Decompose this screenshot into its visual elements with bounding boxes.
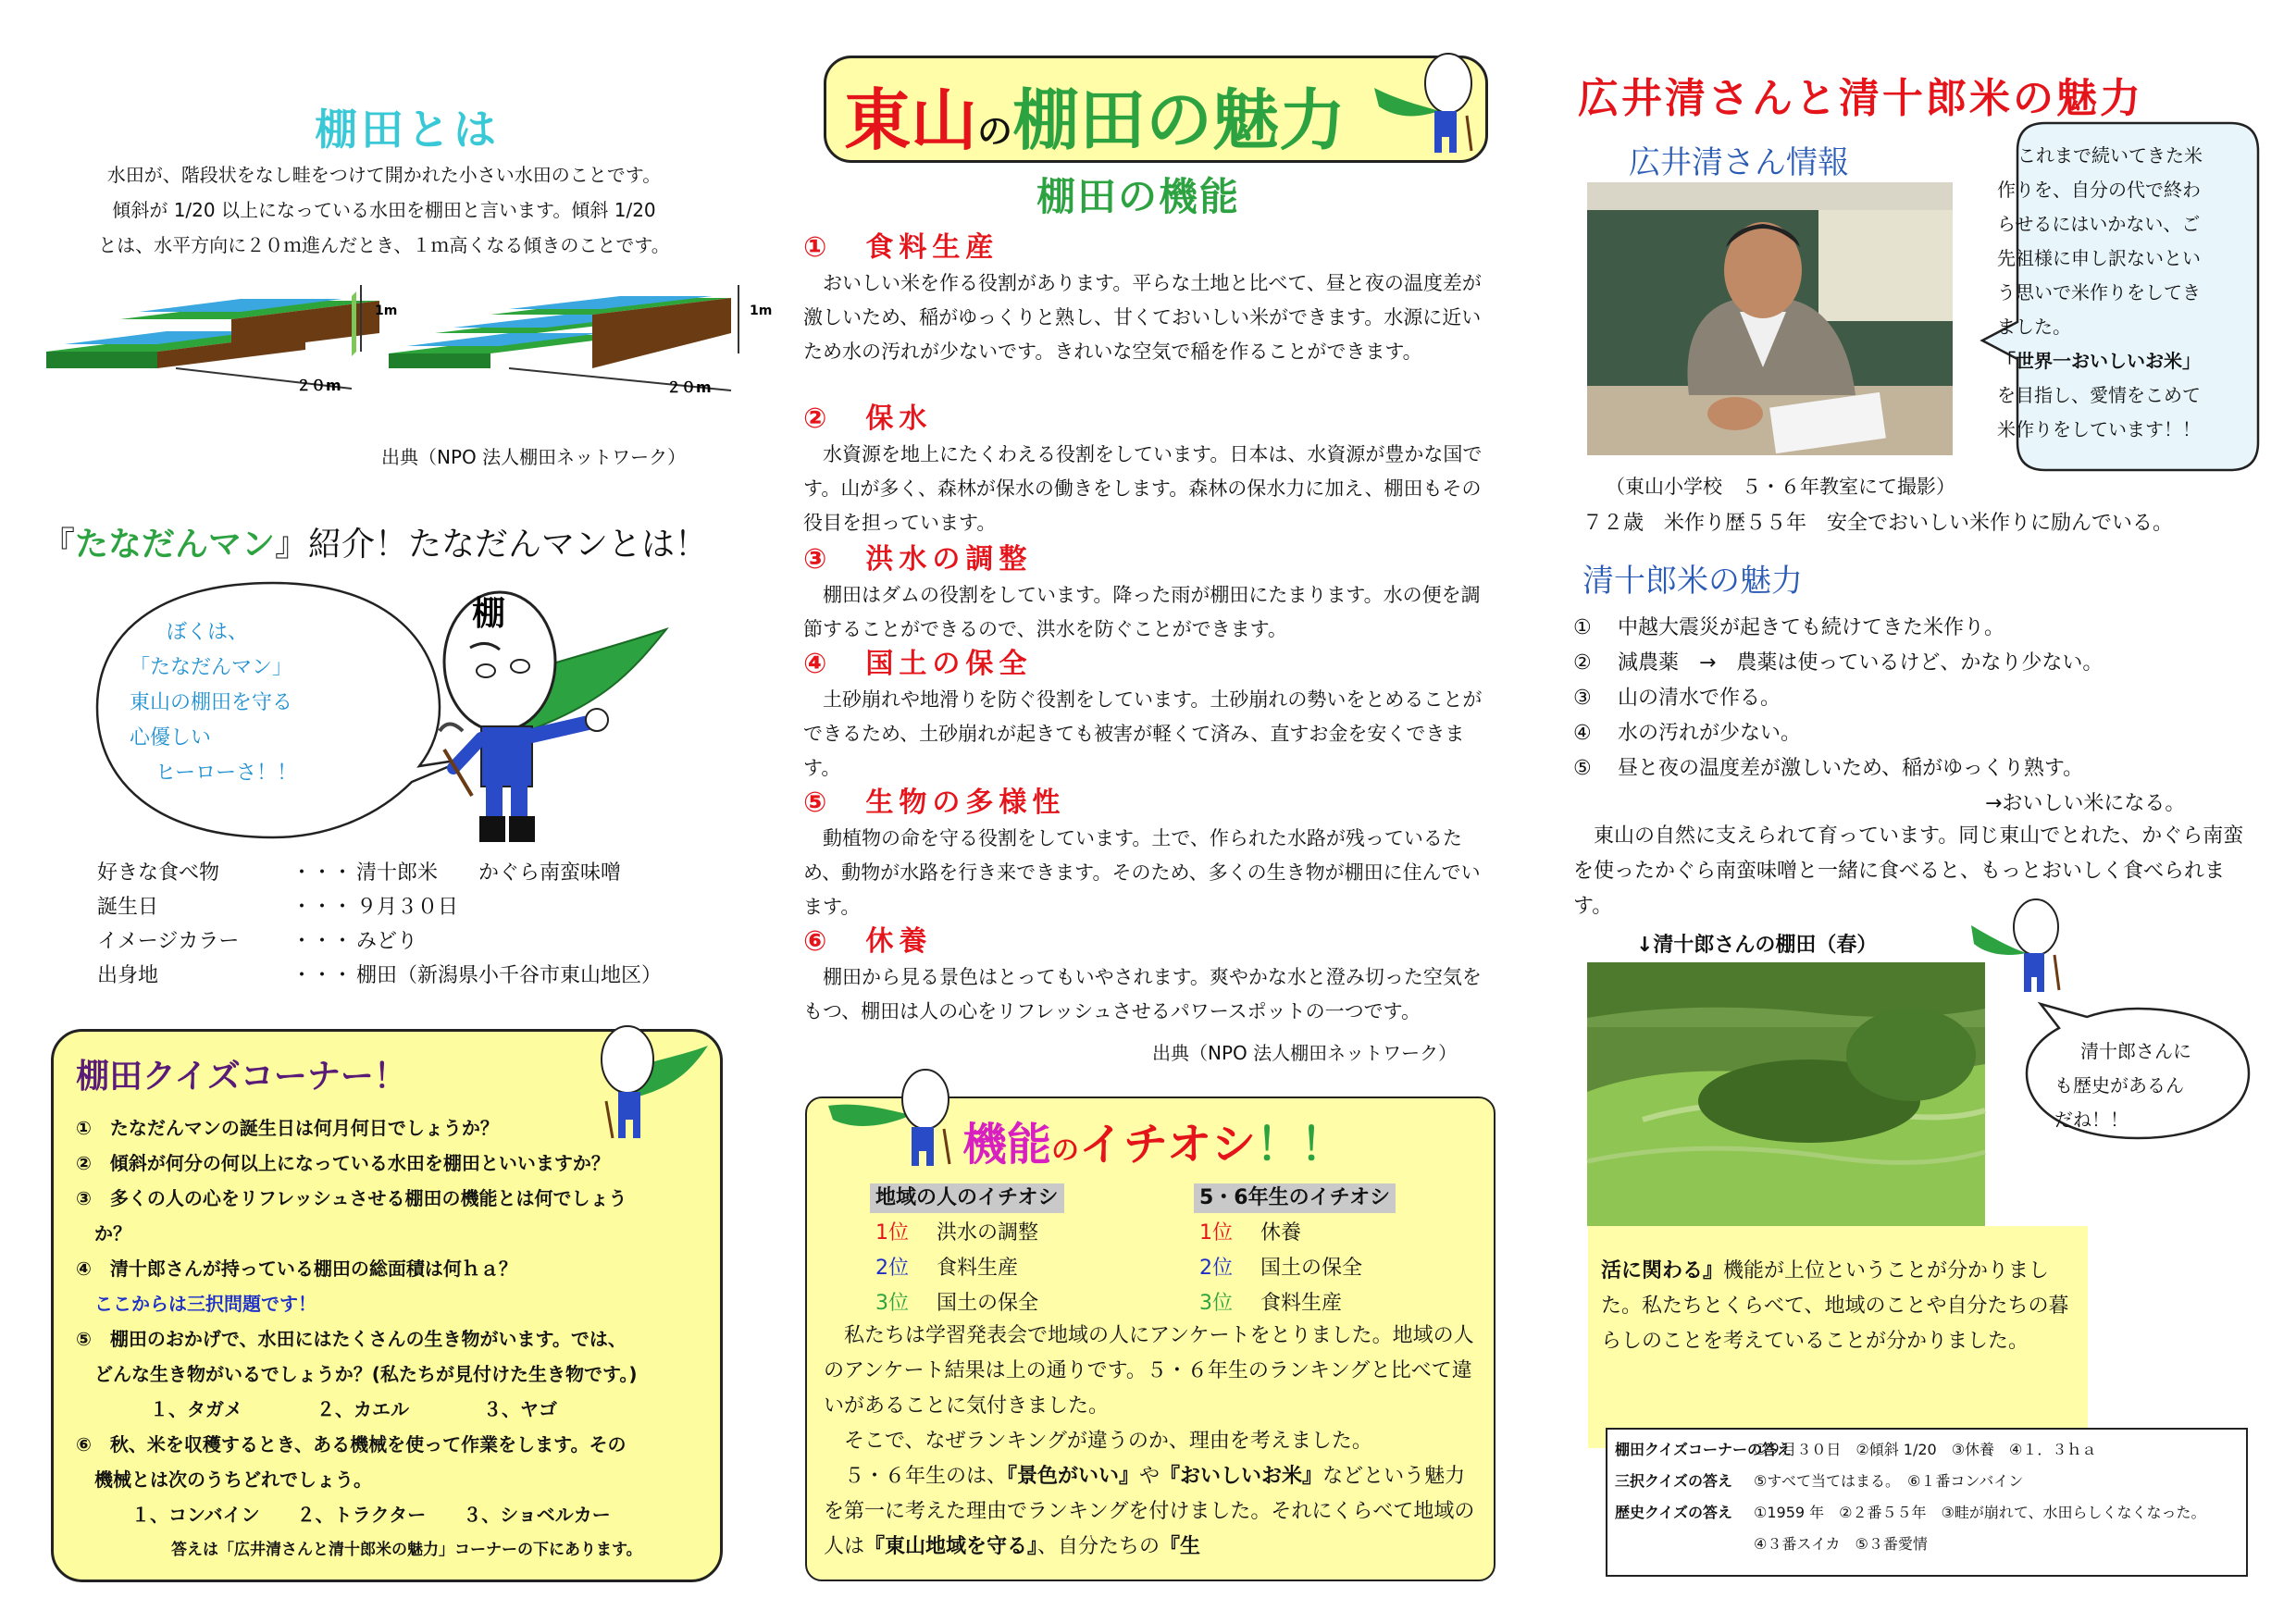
ichioshi-title [962,1109,1345,1172]
tanada-definition [51,157,717,263]
point-number: ④ [1573,722,1592,745]
profile-sep: ・・・ [292,964,354,987]
profile-key: 誕生日 [97,896,159,919]
functions-title: 棚田の機能 [1036,174,1241,219]
point-number: ③ [1573,687,1592,710]
text-run: 活に関わる』 [1601,1259,1724,1282]
quiz-multichoice-note: ここからは三択問題です！ [76,1293,316,1315]
answer-row [1615,1497,2206,1529]
function-heading: ① 食料生産 [803,231,999,264]
text-run: などという魅力を第一に考えた理由でランキングを付けました。それにくらべて地域の人は [824,1465,1475,1558]
section-title-tanada: 棚田とは [315,105,500,155]
ranking-row [1194,1216,1396,1251]
quote-line: ました。 [1997,316,2071,338]
function-heading: ④ 国土の保全 [803,648,1033,680]
answer-key: 棚田クイズコーナーの答え [1615,1441,1793,1458]
text-run: や [1139,1465,1160,1488]
ranking-row [870,1286,1064,1321]
bubble-line: 清十郎さんに [2080,1040,2191,1062]
paragraph: 私たちは学習発表会で地域の人にアンケートをとりました。地域の人のアンケート結果は上の通りです。５・６年生のランキングと比べて違いがあることに気付きました。 [824,1324,1474,1418]
ichioshi-explanation [824,1319,1481,1565]
profile-row [97,856,662,890]
point-item [1573,646,2258,681]
ranking-row [1194,1286,1396,1321]
tanadan-profile [97,856,662,993]
heading-name: たなだんマン [75,526,276,564]
text-run: 、自分たちの [1037,1535,1160,1558]
terrace-left [46,285,397,394]
bubble-line: ヒーローさ！！ [155,762,298,785]
ranking-header: 地域の人のイチオシ [870,1183,1064,1213]
point-text: 中越大震災が起きても続けてきた米作り。 [1618,616,2005,639]
answers [1615,1434,2206,1560]
height-label: 1m [375,304,398,318]
function-land [803,646,1497,786]
tanada-photo-caption: ↓清十郎さんの棚田（春） [1636,934,1878,957]
heading-rest: 』紹介！たなだんマンとは！ [275,526,709,564]
function-body: 土砂崩れや地滑りを防ぐ役割をしています。土砂崩れの勢いをとめることができるため、土砂崩れが起きても被害が軽くて済み、直すお金を安くできます。 [803,688,1483,779]
rank-pos: 1位 [875,1221,909,1245]
rank-name: 休養 [1260,1221,1302,1245]
point-number: ① [1573,616,1592,639]
ranking-row [870,1251,1064,1286]
answer-value: ①９月３０日 ②傾斜 1/20 ③休養 ④１．３ｈａ [1754,1441,2097,1458]
function-body: 棚田はダムの役割をしています。降った雨が棚田にたまります。水の便を調節することができるので、洪水を防ぐことができます。 [803,584,1481,640]
ranking-row [870,1216,1064,1251]
tanadan-man-mascot [435,574,666,851]
bubble-line: 東山の棚田を守る [130,691,293,714]
ranking-row [1194,1251,1396,1286]
profile-sep: ・・・ [292,861,354,885]
ichioshi-continuation [1601,1254,2082,1359]
mascot-label: 棚 [472,595,506,633]
quiz-answer-note: 答えは「広井清さんと清十郎米の魅力」コーナーの下にあります。 [171,1541,642,1559]
rank-pos: 2位 [875,1257,909,1280]
function-heading: ⑤ 生物の多様性 [803,787,1066,819]
rank-name: 洪水の調整 [937,1221,1039,1245]
quote-line: 先祖様に申し訳ないとい [1997,247,2201,269]
heading-bracket: 『 [42,526,76,564]
profile-sep: ・・・ [292,896,354,919]
quiz-item: ① たなだんマンの誕生日は何月何日でしょうか？ [76,1117,499,1139]
terrace-right [389,285,772,396]
quiz-choices: １、コンバイン ２、トラクター ３、ショベルカー [76,1504,611,1526]
profile-row [97,924,662,959]
bubble-line: だね！！ [2054,1109,2128,1131]
text-run: ５・６年生のは、 [844,1465,1008,1488]
quote-line: 米作りをしています！！ [1997,418,2201,440]
profile-key: 好きな食べ物 [97,861,220,885]
point-text: 昼と夜の温度差が激しいため、稲がゆっくり熟す。 [1618,757,2084,780]
function-heading: ⑥ 休養 [803,925,933,958]
quiz-item: ④ 清十郎さんが持っている棚田の総面積は何ｈａ？ [76,1258,517,1280]
point-item [1573,611,2258,646]
quiz-item: ② 傾斜が何分の何以上になっている水田を棚田といいますか？ [76,1152,610,1174]
point-item [1573,681,2258,716]
point-text: 水の汚れが少ない。 [1618,722,1802,745]
tanada-bubble-text [2054,1035,2230,1137]
function-flood [803,541,1497,647]
function-body: 動植物の命を守る役割をしています。土で、作られた水路が残っているため、動物が水路を行き来できます。そのため、多くの生き物が棚田に住んでいます。 [803,827,1481,918]
point-number: ⑤ [1573,757,1592,780]
bubble-line: も歴史があるん [2054,1074,2184,1096]
rank-name: 食料生産 [1260,1292,1343,1315]
point-number: ② [1573,651,1592,675]
text-run: 『東山地域を守る』 [864,1535,1038,1558]
seijuro-nature-text: 東山の自然に支えられて育っています。同じ東山でとれた、かぐら南蛮を使ったかぐら南蛮味噌と一緒に食べると、もっとおいしく食べられます。 [1573,824,2244,918]
hiroi-title: 広井清さんと清十郎米の魅力 [1578,75,2143,122]
answer-row [1615,1434,2206,1466]
rank-name: 国土の保全 [937,1292,1039,1315]
title-part: ！！ [1256,1119,1346,1171]
profile-value: 清十郎米 かぐら南蛮味噌 [356,861,622,885]
rank-pos: 3位 [1199,1292,1233,1315]
profile-row [97,959,662,993]
terrace-diagram [37,268,773,407]
answer-key: 歴史クイズの答え [1615,1504,1733,1521]
profile-key: 出身地 [97,964,159,987]
height-label: 1m [750,304,773,318]
quiz-questions [76,1110,714,1532]
text-run: 『景色がいい』 [1007,1465,1140,1488]
ranking-header: 5・6年生のイチオシ [1194,1183,1396,1213]
quote-line: う思いで米作りをしてき [1997,281,2201,304]
point-item [1573,716,2258,751]
function-heading: ③ 洪水の調整 [803,543,1033,576]
quiz-choices: １、タガメ ２、カエル ３、ヤゴ [76,1398,557,1420]
title-part: 機能 [962,1119,1052,1171]
intro-line: 水田が、階段状をなし畦をつけて開かれた小さい水田のことです。 [106,164,662,186]
profile-value: みどり [356,930,418,953]
paragraph: そこで、なぜランキングが違うのか、理由を考えました。 [844,1430,1372,1453]
point-result: →おいしい米になる。 [1985,792,2186,815]
hiroi-photo [1587,182,1953,455]
quiz-item: ③ 多くの人の心をリフレッシュさせる棚田の機能とは何でしょう [76,1187,627,1209]
profile-key: イメージカラー [97,930,240,953]
title-part: イチオシ [1079,1119,1257,1171]
ranking-students [1194,1181,1396,1321]
quote-line: これまで続いてきた米 [2017,144,2203,167]
point-item [1573,751,2258,787]
answer-row [1615,1466,2206,1497]
profile-value: ９月３０日 [356,896,459,919]
title-part: 東山 [844,81,978,159]
point-text: 山の清水で作る。 [1618,687,1781,710]
function-food [803,229,1497,369]
function-body: 水資源を地上にたくわえる役割をしています。日本は、水資源が豊かな国です。山が多く、森林が保水の働きをします。森林の保水力に加え、棚田もその役目を担っています。 [803,443,1483,534]
function-body: 棚田から見る景色はとってもいやされます。爽やかな水と澄み切った空気をもつ、棚田は人の心をリフレッシュさせるパワースポットの一つです。 [803,966,1482,1022]
quiz-item: 機械とは次のうちどれでしょう。 [76,1468,372,1491]
functions-source: 出典（NPO 法人棚田ネットワーク） [1152,1042,1458,1064]
mascot-ichioshi-icon [824,1064,962,1171]
text-run: 『生 [1160,1535,1201,1558]
quote-line: を目指し、愛情をこめて [1997,384,2201,406]
intro-line: 傾斜が 1/20 以上になっている水田を棚田と言います。傾斜 1/20 [112,199,656,221]
answer-value: ④３番スイカ ⑤３番愛情 [1754,1535,1928,1553]
text-run: 機能が上位ということが分かりました。私たちとくらべて、地域のことや自分たちの暮らしのことを考えていることが分かりました。 [1601,1259,2069,1353]
profile-row [97,890,662,924]
bubble-line: 「たなだんマン」 [130,656,293,679]
quiz-title: 棚田クイズコーナー！ [76,1058,407,1096]
seijuro-tanada-photo [1587,962,1985,1226]
bubble-line: ぼくは、 [167,621,249,644]
answer-value: ①1959 年 ②２番５５年 ③畦が崩れて、水田らしくなくなった。 [1754,1504,2206,1521]
function-biodiversity [803,785,1497,924]
quote-highlight: 「世界一おいしいお米」 [1997,350,2201,372]
photo-caption: （東山小学校 ５・６年教室にて撮影） [1606,476,1955,498]
quiz-item: ⑤ 棚田のおかげで、水田にはたくさんの生き物がいます。では、 [76,1328,627,1350]
ranking-local [870,1181,1064,1321]
function-water [803,401,1497,540]
rank-name: 国土の保全 [1260,1257,1363,1280]
function-body: おいしい米を作る役割があります。平らな土地と比べて、昼と夜の温度差が激しいため、稲がゆっくりと熟し、甘くておいしい米ができます。水源に近いため水の汚れが少ないです。きれいな空気で稲を作ることができます。 [803,272,1482,363]
function-heading: ② 保水 [803,403,933,435]
text-run: 『おいしいお米』 [1160,1465,1323,1488]
tanadan-heading [42,518,708,565]
quiz-item: か？ [76,1222,131,1245]
title-part: の [977,111,1013,152]
quote-line: 作りを、自分の代で終わ [1997,179,2201,201]
profile-value: 棚田（新潟県小千谷市東山地区） [356,964,663,987]
bubble-line: 心優しい [130,726,212,750]
point-text: 減農薬 → 農薬は使っているけど、かなり少ない。 [1618,651,2104,675]
width-label: ２０m [296,377,341,394]
rank-pos: 1位 [1199,1221,1233,1245]
function-rest [803,923,1497,1029]
quiz-item: どんな生き物がいるでしょうか？(私たちが見付けた生き物です。) [76,1363,638,1385]
title-part: 棚田の魅力 [1012,81,1347,159]
quiz-item: ⑥ 秋、米を収穫するとき、ある機械を使って作業をします。その [76,1433,627,1456]
hiroi-info-title: 広井清さん情報 [1629,144,1849,181]
profile-sep: ・・・ [292,930,354,953]
rank-pos: 2位 [1199,1257,1233,1280]
hiroi-profile-line: ７２歳 米作り歴５５年 安全でおいしい米作りに励んでいる。 [1582,512,2174,535]
answer-value: ⑤すべて当てはまる。 ⑥１番コンバイン [1754,1472,2024,1490]
diagram-source: 出典（NPO 法人棚田ネットワーク） [381,446,687,468]
seijuro-points [1573,611,2258,822]
width-label: ２０m [666,378,712,396]
mascot-title-icon [1370,51,1481,157]
main-title [844,67,1346,163]
rank-pos: 3位 [875,1292,909,1315]
seijuro-title: 清十郎米の魅力 [1582,563,1803,600]
bubble-text [130,615,297,791]
title-part: の [1051,1134,1080,1167]
hiroi-quote [1997,139,2240,447]
rank-name: 食料生産 [937,1257,1019,1280]
intro-line: とは、水平方向に２０ｍ進んだとき、１ｍ高くなる傾きのことです。 [98,234,670,256]
quote-line: らせるにはいかない、ご [1997,213,2201,235]
paragraph [824,1459,1481,1565]
answer-row [1615,1529,2206,1560]
answer-key: 三択クイズの答え [1615,1472,1733,1490]
